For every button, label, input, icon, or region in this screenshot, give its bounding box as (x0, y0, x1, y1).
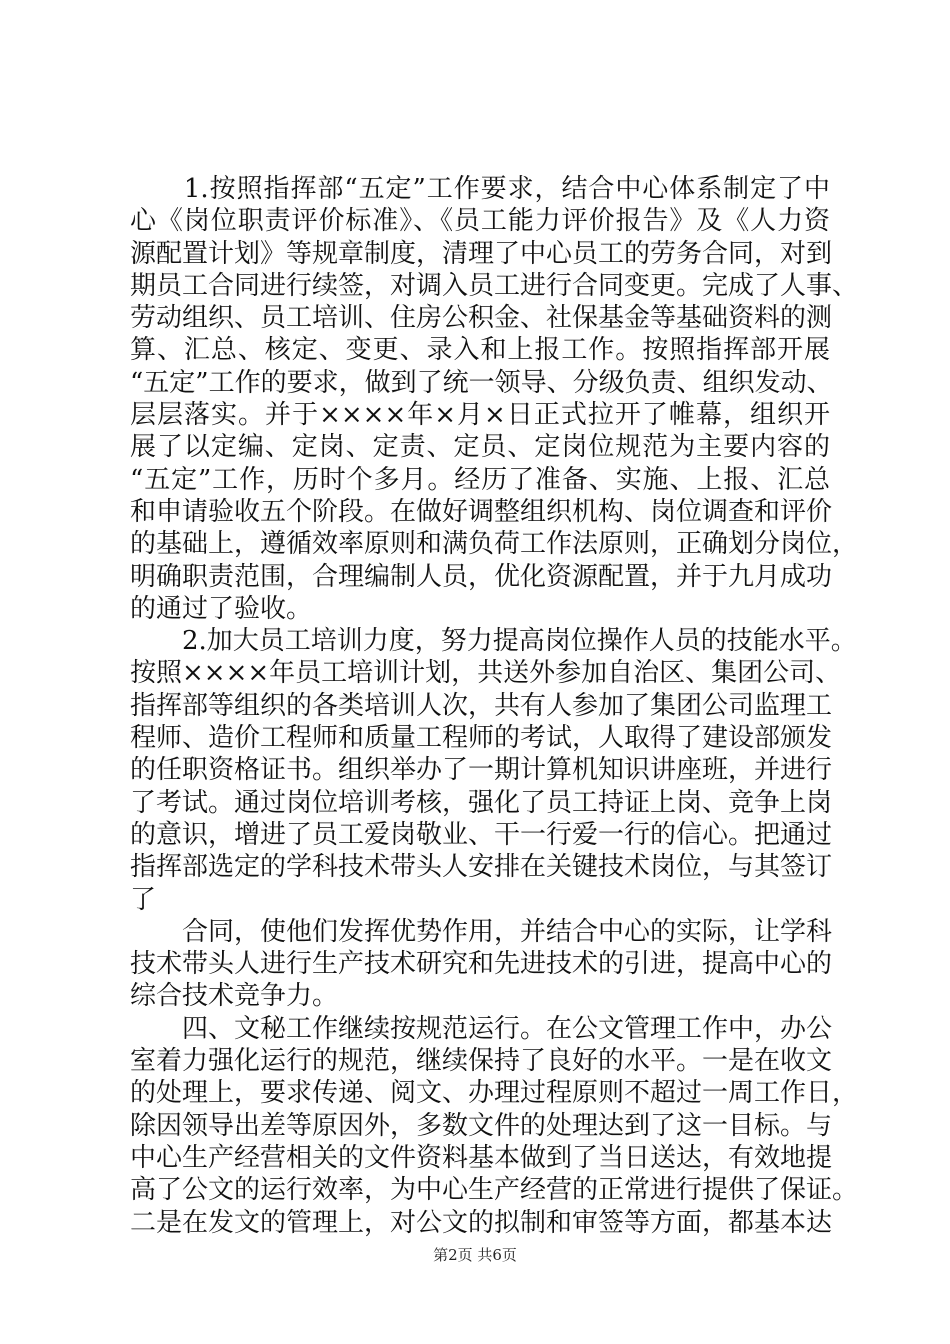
body-text-line: “五定”工作，历时个多月。经历了准备、实施、上报、汇总 (130, 464, 830, 495)
body-text-line: 的通过了验收。 (130, 593, 313, 624)
document-body (130, 173, 859, 1239)
body-text-line: 的意识，增进了员工爱岗敬业、干一行爱一行的信心。把通过 (130, 819, 833, 850)
body-text-line: 劳动组织、员工培训、住房公积金、社保基金等基础资料的测 (130, 303, 833, 334)
body-text-line: 明确职责范围，合理编制人员，优化资源配置，并于九月成功 (130, 561, 833, 592)
body-text-line: 算、汇总、核定、变更、录入和上报工作。按照指挥部开展 (130, 335, 830, 366)
body-text-line: 指挥部选定的学科技术带头人安排在关键技术岗位，与其签订 (130, 852, 833, 883)
body-text-line: 综合技术竞争力。 (130, 981, 339, 1012)
body-text-line: 程师、造价工程师和质量工程师的考试，人取得了建设部颁发 (130, 723, 833, 754)
body-text-line: 1.按照指挥部“五定”工作要求，结合中心体系制定了中 (130, 174, 830, 204)
body-text-line: 了 (130, 884, 157, 915)
body-text-line: 合同，使他们发挥优势作用，并结合中心的实际，让学科 (130, 916, 833, 947)
body-text-line: 室着力强化运行的规范，继续保持了良好的水平。一是在收文 (130, 1046, 833, 1077)
body-text-line: 除因领导出差等原因外，多数文件的处理达到了这一目标。与 (130, 1110, 833, 1141)
body-text-line: 层层落实。并于××××年×月×日正式拉开了帷幕，组织开 (130, 400, 830, 431)
body-text-line: 的任职资格证书。组织举办了一期计算机知识讲座班，并进行 (130, 755, 833, 786)
page-number-footer: 第2页 共6页 (433, 1246, 517, 1264)
body-text-line: 技术带头人进行生产技术研究和先进技术的引进，提高中心的 (130, 949, 833, 980)
body-text-line: 二是在发文的管理上，对公文的拟制和审签等方面，都基本达 (130, 1207, 833, 1238)
body-text-line: 和申请验收五个阶段。在做好调整组织机构、岗位调查和评价 (130, 496, 833, 527)
body-text-line: 四、文秘工作继续按规范运行。在公文管理工作中，办公 (130, 1013, 833, 1044)
body-text-line: 2.加大员工培训力度，努力提高岗位操作人员的技能水平。 (130, 626, 857, 657)
body-text-line: 中心生产经营相关的文件资料基本做到了当日送达，有效地提 (130, 1142, 833, 1173)
body-text-line: “五定”工作的要求，做到了统一领导、分级负责、组织发动、 (130, 367, 833, 398)
body-text-line: 期员工合同进行续签，对调入员工进行合同变更。完成了人事、 (130, 270, 859, 301)
body-text-line: 了考试。通过岗位培训考核，强化了员工持证上岗、竞争上岗 (130, 787, 833, 818)
body-text-line: 高了公文的运行效率，为中心生产经营的正常进行提供了保证。 (130, 1175, 859, 1206)
body-text-line: 展了以定编、定岗、定责、定员、定岗位规范为主要内容的 (130, 432, 830, 463)
body-text-line: 源配置计划》等规章制度，清理了中心员工的劳务合同，对到 (130, 238, 833, 269)
body-text-line: 心《岗位职责评价标准》、《员工能力评价报告》及《人力资 (130, 206, 830, 237)
body-text-line: 按照××××年员工培训计划，共送外参加自治区、集团公司、 (130, 658, 842, 689)
body-text-line: 的处理上，要求传递、阅文、办理过程原则不超过一周工作日， (130, 1078, 859, 1109)
body-text-line: 指挥部等组织的各类培训人次，共有人参加了集团公司监理工 (130, 690, 833, 721)
body-text-line: 的基础上，遵循效率原则和满负荷工作法原则，正确划分岗位， (130, 529, 859, 560)
